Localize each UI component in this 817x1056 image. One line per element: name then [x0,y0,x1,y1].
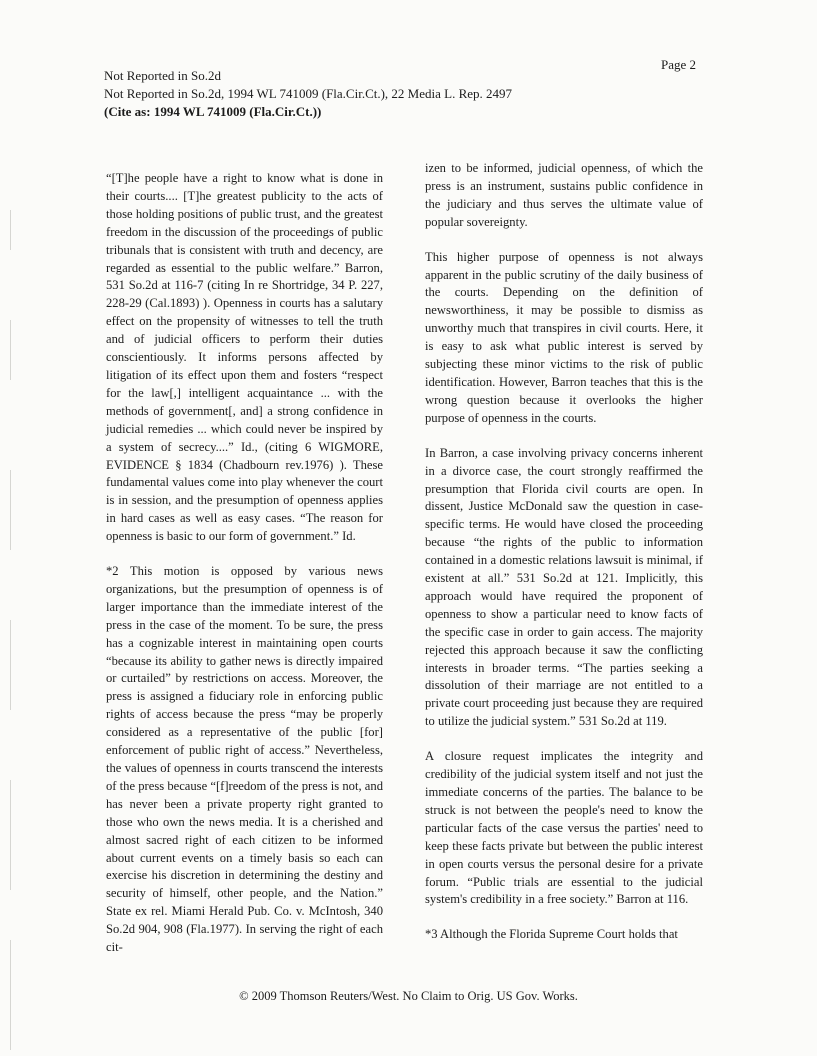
copyright-footer: © 2009 Thomson Reuters/West. No Claim to Orig. US Gov. Works. [239,989,578,1003]
left-column [106,170,383,974]
paragraph: *2 This motion is opposed by various news organizations, but the presumption of openness is of larger importance than the immediate interest of the press in the case of the moment. To be sure, the press has a cognizable interest in maintaining open courts “because its ability to gather news is directly impaired or curtailed” by restrictions on access. Moreover, the press is assigned a fiduciary role in enforcing public rights of access because the press “may be properly considered as a representative of the public [for] enforcement of public right of access.” Nevertheless, the values of openness in courts transcend the interests of the press because “[f]reedom of the press is not, and has never been a private property right granted to those who own the news media. It is a cherished and almost sacred right of each citizen to be informed about current events on a timely basis so each can exercise his discretion in determining the destiny and security of himself, other people, and the Nation.” State ex rel. Miami Herald Pub. Co. v. McIntosh, 340 So.2d 904, 908 (Fla.1977). In serving the right of each cit- [106,564,383,955]
header-line-1: Not Reported in So.2d [104,68,221,83]
right-column [425,160,703,961]
page-number: Page 2 [661,57,697,72]
scan-margin-mark [10,470,15,550]
header-citation: (Cite as: 1994 WL 741009 (Fla.Cir.Ct.)) [104,104,322,119]
paragraph: In Barron, a case involving privacy concerns inherent in a divorce case, the court strongly reaffirmed the presumption that Florida civil courts are open. In dissent, Justice McDonald saw the question in case-specific terms. He would have closed the proceeding because “the rights of the public to information contained in a domestic relations lawsuit is minimal, if existent at all.” 531 So.2d at 121. Implicitly, this approach would have required the proponent of openness to show a particular need to know facts of the specific case in order to gain access. The majority rejected this approach because it saw the conflicting interests in broader terms. “The parties seeking a dissolution of their marriage are not entitled to a private court proceeding just because they are required to utilize the judicial system.” 531 So.2d at 119. [425,445,703,729]
scan-margin-mark [10,780,15,890]
paragraph: This higher purpose of openness is not always apparent in the public scrutiny of the daily business of the courts. Depending on the definition of newsworthiness, it may be possible to dismiss as unworthy much that transpires in civil courts. Here, it is easy to ask what public interest is served by subjecting these minor victims to the risk of public identification. However, Barron teaches that this is the wrong question because it overlooks the higher purpose of openness in the courts. [425,249,703,425]
scan-margin-mark [10,940,15,1050]
paragraph: A closure request implicates the integrity and credibility of the judicial system itself and not just the immediate concerns of the parties. The balance to be struck is not between the people's need to know the particular facts of the case versus the parties' need to keep these facts private but between the public interest in open courts versus the personal desire for a private forum. “Public trials are essential to the judicial system's credibility in a free society.” Barron at 116. [425,749,703,907]
paragraph: “[T]he people have a right to know what is done in their courts.... [T]he greatest publicity to the acts of those holding positions of public trust, and the greatest freedom in the discussion of the proceedings of public tribunals that is consistent with truth and decency, are regarded as essential to the public welfare.” Barron, 531 So.2d at 116-7 (citing In re Shortridge, 34 P. 227, 228-29 (Cal.1893) ). Openness in courts has a salutary effect on the propensity of witnesses to tell the truth and of judicial officers to perform their duties conscientiously. It informs persons affected by litigation of its effect upon them and fosters “respect for the law[,] intelligent acquaintance ... with the methods of government[, and] a strong confidence in judicial remedies ... which could never be inspired by a system of secrecy....” Id., (citing 6 WIGMORE, EVIDENCE § 1834 (Chadbourn rev.1976) ). These fundamental values come into play whenever the court is in session, and the presumption of openness applies in hard cases as well as easy cases. “The reason for openness is basic to our form of government.” Id. [106,171,383,544]
scan-margin-mark [10,320,15,380]
header-line-2: Not Reported in So.2d, 1994 WL 741009 (Fla.Cir.Ct.), 22 Media L. Rep. 2497 [104,86,513,101]
paragraph: *3 Although the Florida Supreme Court holds that [425,927,678,942]
paragraph: izen to be informed, judicial openness, of which the press is an instrument, sustains public confidence in the judiciary and thus serves the ultimate value of popular sovereignty. [425,161,703,229]
scan-margin-mark [10,210,15,250]
scan-margin-mark [10,620,15,710]
document-header [104,67,512,121]
